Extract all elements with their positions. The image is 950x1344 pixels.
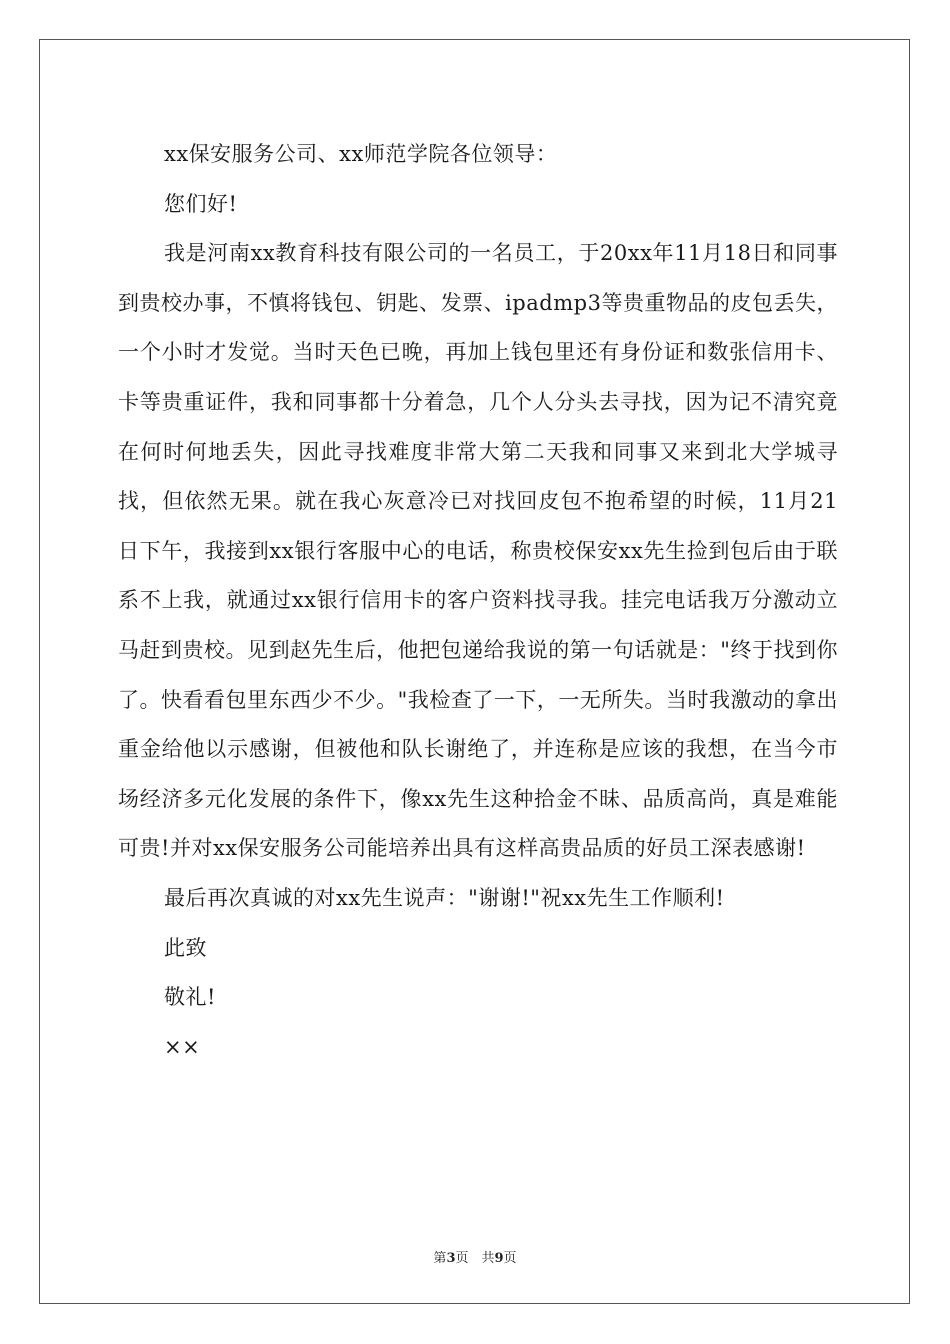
main-paragraph: 我是河南xx教育科技有限公司的一名员工，于20xx年11月18日和同事到贵校办事，不慎将钱包、钥匙、发票、ipadmp3等贵重物品的皮包丢失，一个小时才发觉。当时天色已晚，再加上钱包里还有身份证和数张信用卡、卡等贵重证件，我和同事都十分着急，几个人分头去寻找，因为记不清究竟在何时何地丢失，因此寻找难度非常大第二天我和同事又来到北大学城寻找，但依然无果。就在我心灰意冷已对找回皮包不抱希望的时候，11月21日下午，我接到xx银行客服中心的电话，称贵校保安xx先生捡到包后由于联系不上我，就通过xx银行信用卡的客户资料找寻我。挂完电话我万分激动立马赶到贵校。见到赵先生后，他把包递给我说的第一句话就是："终于找到你了。快看看包里东西少不少。"我检查了一下，一无所失。当时我激动的拿出重金给他以示感谢，但被他和队长谢绝了，并连称是应该的我想，在当今市场经济多元化发展的条件下，像xx先生这种拾金不昧、品质高尚，真是难能可贵!并对xx保安服务公司能培养出具有这样高贵品质的好员工深表感谢!: [118, 241, 838, 861]
letter-body: [118, 130, 838, 1072]
page-suffix: 页: [503, 1251, 517, 1266]
closing-line-1: 此致: [164, 935, 207, 960]
page-total: 9: [494, 1251, 504, 1266]
closing-line-2: 敬礼!: [164, 985, 216, 1010]
page-current: 3: [446, 1251, 456, 1266]
page-footer: [0, 1247, 950, 1266]
page-prefix: 第: [433, 1251, 447, 1266]
signature: ××: [164, 1034, 201, 1059]
thanks-line: 最后再次真诚的对xx先生说声："谢谢!"祝xx先生工作顺利!: [164, 885, 725, 910]
salutation: xx保安服务公司、xx师范学院各位领导：: [164, 142, 558, 166]
greeting: 您们好!: [164, 191, 238, 216]
page-mid: 页 共: [455, 1251, 495, 1266]
